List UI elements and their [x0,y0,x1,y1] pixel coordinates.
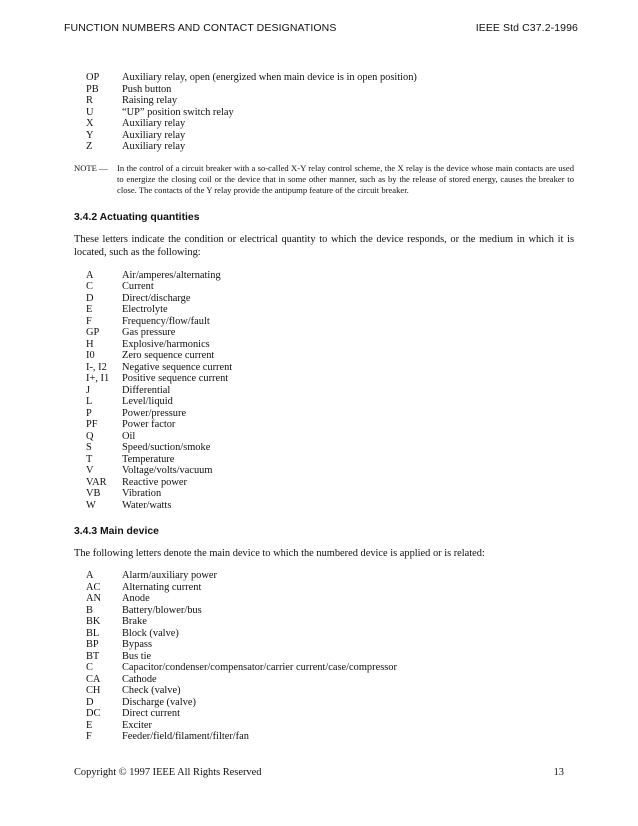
list-item [86,72,574,84]
item-code: L [86,396,93,408]
item-description: Auxiliary relay, open (energized when main device is in open position) [122,72,417,83]
item-description: Cathode [122,673,157,685]
header-standard-id: IEEE Std C37.2-1996 [475,22,578,34]
item-code: U [86,106,94,118]
item-description: Discharge (valve) [122,696,196,708]
item-code: R [86,95,93,106]
item-description: Vibration [122,488,162,500]
item-code: Q [86,430,94,442]
note-text: In the control of a circuit breaker with a so-called X-Y relay control scheme, the X relay is the device whose main contacts are used to energize the closing coil or the device that in some other manner, such as by the release of stored energy, causes the breaker to close. The contacts of the Y relay provide the antipump feature of the circuit breaker. [117,162,574,196]
item-description: Gas pressure [122,327,176,339]
item-description: Speed/suction/smoke [122,442,211,454]
main-device-list [86,570,574,743]
section-intro-actuating-quantities: These letters indicate the condition or electrical quantity to which the device responds, or the medium in which it is located, such as the following: [74,233,574,259]
item-description: Bypass [122,639,153,651]
item-description: Brake [122,616,147,628]
list-item [86,141,574,153]
list-item [86,477,574,489]
item-description: Auxiliary relay [122,141,186,152]
list-item [86,500,574,512]
item-code: PF [86,419,98,431]
item-description: Power/pressure [122,407,187,419]
item-description: Positive sequence current [122,373,229,385]
item-code: BK [86,616,101,628]
item-code: PB [86,83,99,95]
list-item [86,419,574,431]
item-description: Differential [122,384,171,396]
list-item [86,350,574,362]
page-header [64,22,578,36]
list-item [86,662,574,674]
list-item [86,408,574,420]
list-item [86,339,574,351]
item-code: D [86,292,94,304]
item-description: Capacitor/condenser/compensator/carrier current/case/compressor [122,662,397,674]
item-code: I0 [86,350,95,362]
item-code: A [86,269,94,281]
item-description: Water/watts [122,499,172,511]
item-description: Push button [122,83,172,95]
item-code: F [86,731,92,743]
list-item [86,685,574,697]
list-item [86,293,574,305]
item-code: J [86,384,91,396]
item-code: I+, I1 [86,373,110,385]
item-code: AC [86,581,101,593]
document-body [74,72,574,743]
item-code: E [86,304,93,316]
item-description: Check (valve) [122,685,181,697]
item-description: Electrolyte [122,304,168,316]
item-code: X [86,118,94,129]
item-code: Z [86,141,93,152]
item-description: Zero sequence current [122,350,215,362]
item-code: S [86,442,92,454]
item-description: Alternating current [122,581,202,593]
list-item [86,708,574,720]
list-item [86,442,574,454]
item-code: A [86,570,94,582]
item-code: BL [86,627,100,639]
item-description: Exciter [122,719,152,731]
item-description: Explosive/harmonics [122,338,210,350]
item-description: Power factor [122,419,176,431]
list-item [86,465,574,477]
list-item [86,628,574,640]
list-item [86,130,574,142]
actuating-quantities-list [86,270,574,512]
item-code: OP [86,72,100,83]
item-code: F [86,315,92,327]
item-description: Bus tie [122,650,152,662]
item-code: D [86,696,94,708]
item-description: Battery/blower/bus [122,604,202,616]
item-code: I-, I2 [86,361,107,373]
page-footer [74,767,564,781]
list-item [86,605,574,617]
header-title: FUNCTION NUMBERS AND CONTACT DESIGNATIONS [64,22,337,34]
item-code: VB [86,488,101,500]
item-code: CH [86,685,101,697]
list-item [86,697,574,709]
item-code: V [86,465,94,477]
list-item [86,582,574,594]
list-item [86,118,574,130]
item-code: Y [86,129,94,141]
item-code: P [86,407,92,419]
section-heading-actuating-quantities: 3.4.2 Actuating quantities [74,211,200,223]
item-description: Frequency/flow/fault [122,315,210,327]
list-item [86,84,574,96]
item-code: C [86,281,93,293]
item-description: “UP” position switch relay [122,106,234,118]
item-description: Feeder/field/filament/filter/fan [122,731,249,743]
item-description: Alarm/auxiliary power [122,570,217,582]
list-item [86,593,574,605]
list-item [86,304,574,316]
section-heading-main-device: 3.4.3 Main device [74,526,159,538]
item-description: Direct current [122,708,180,720]
list-item [86,107,574,119]
item-code: VAR [86,476,107,488]
list-item [86,570,574,582]
list-item [86,385,574,397]
item-code: AN [86,593,102,605]
list-item [86,488,574,500]
item-description: Raising relay [122,95,178,106]
item-description: Anode [122,593,150,605]
item-code: C [86,662,93,674]
item-description: Auxiliary relay [122,118,186,129]
list-item [86,95,574,107]
item-description: Direct/discharge [122,292,191,304]
item-code: T [86,453,93,465]
section-intro-main-device: The following letters denote the main device to which the numbered device is applied or is related: [74,548,485,560]
item-code: DC [86,708,101,720]
item-code: GP [86,327,100,339]
item-code: BP [86,639,99,651]
item-code: H [86,338,94,350]
list-item [86,731,574,743]
item-code: CA [86,673,101,685]
list-item [86,674,574,686]
item-code: E [86,719,93,731]
note-block [74,163,574,197]
item-description: Current [122,281,154,293]
list-item [86,373,574,385]
item-description: Voltage/volts/vacuum [122,465,213,477]
item-description: Air/amperes/alternating [122,269,221,281]
list-item [86,454,574,466]
list-item [86,616,574,628]
list-item [86,362,574,374]
item-code: B [86,604,93,616]
list-item [86,431,574,443]
copyright-notice: Copyright © 1997 IEEE All Rights Reserved [74,767,262,778]
list-item [86,651,574,663]
item-description: Negative sequence current [122,361,233,373]
list-item [86,281,574,293]
item-description: Temperature [122,453,175,465]
item-description: Level/liquid [122,396,173,408]
list-item [86,327,574,339]
list-item [86,316,574,328]
item-description: Oil [122,430,136,442]
item-description: Auxiliary relay [122,129,186,141]
item-description: Reactive power [122,476,187,488]
relay-letter-list [86,72,574,153]
item-code: W [86,499,96,511]
item-description: Block (valve) [122,627,179,639]
list-item [86,720,574,732]
note-label: NOTE — [74,162,108,173]
page-number: 13 [553,767,564,778]
list-item [86,396,574,408]
list-item [86,639,574,651]
list-item [86,270,574,282]
item-code: BT [86,650,100,662]
